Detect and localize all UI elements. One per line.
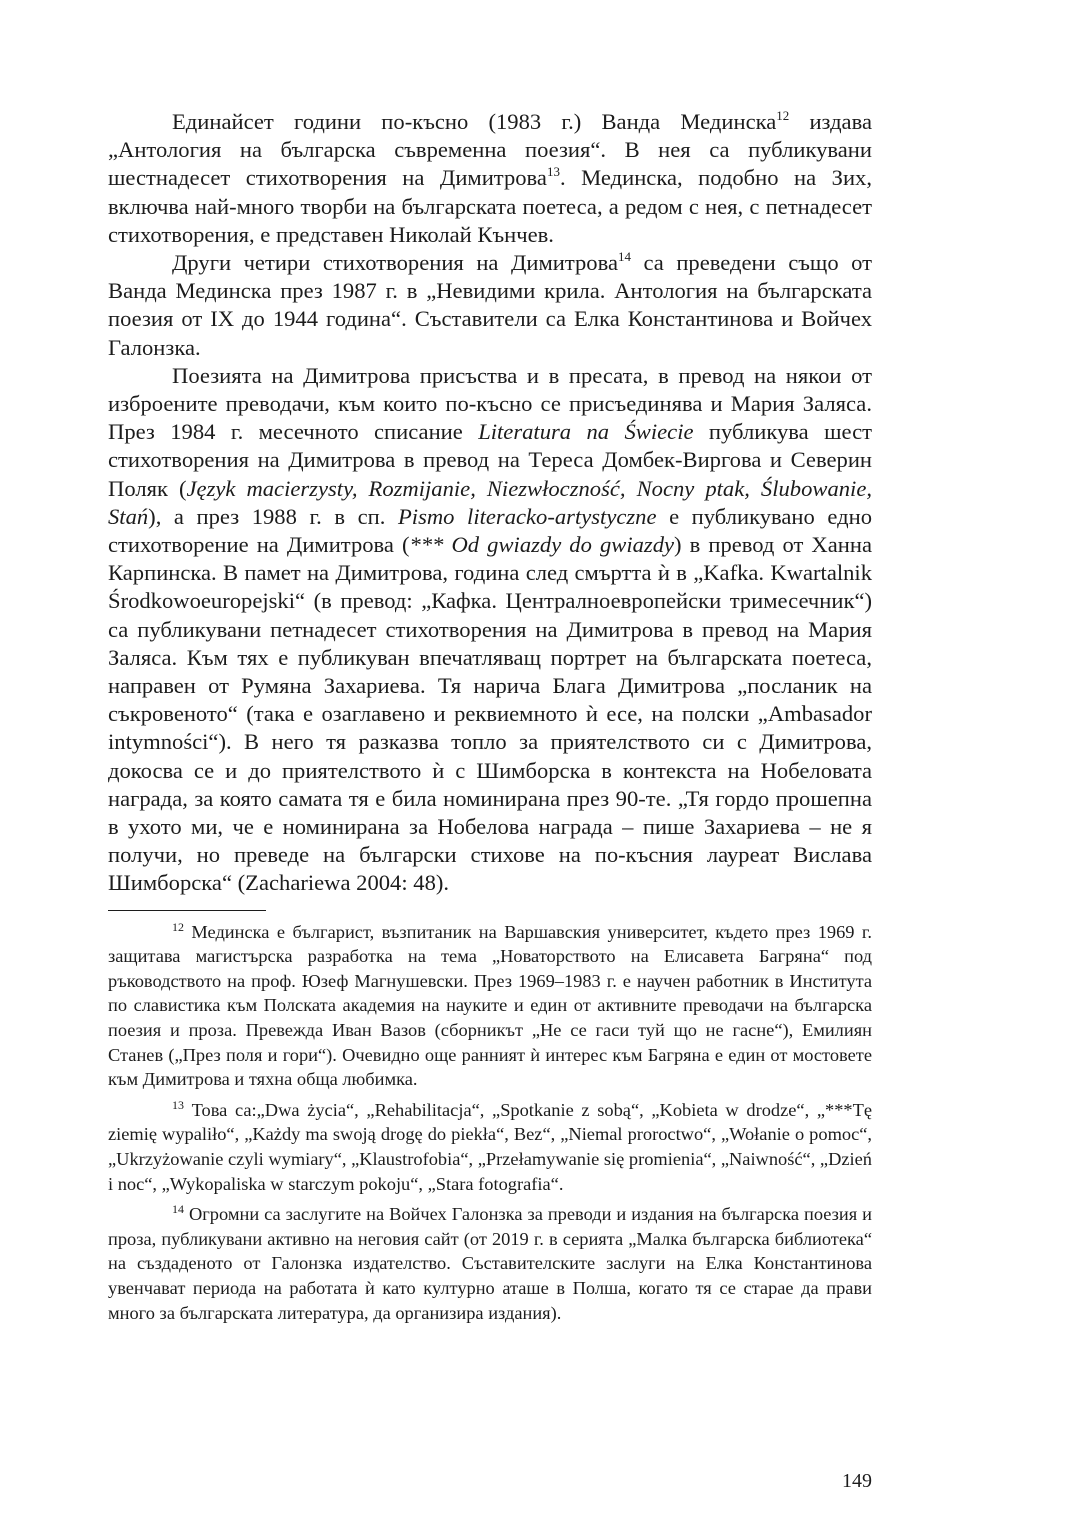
paragraph-1: Единайсет години по-късно (1983 г.) Ванда Мединска$^{12}$ издава „Антология на българска съвременна поезия“. В нея са публикувани шестнадесет стихотворения на Димитрова$^{13}$. Мединска, подобно на Зих, включва най-много творби на българската поетеса, а редом с нея, с петнадесет стихотворения, е представен Николай Кънчев. <box>108 108 872 247</box>
main-text <box>108 108 872 898</box>
page-content <box>108 108 872 1331</box>
journal-title: Literatura na Świecie <box>478 419 694 445</box>
footnotes <box>108 920 872 1326</box>
footnote-ref-14[interactable]: 14 <box>617 249 631 265</box>
footnote-ref-13[interactable]: 13 <box>546 164 560 180</box>
footnote-mark: 13 <box>172 1097 184 1112</box>
poem-titles: Język macierzysty, Rozmijanie, Niezwłoczność, Nocny ptak, Ślubowanie, Stań <box>108 475 872 529</box>
journal-title: Pismo literacko-artystyczne <box>397 503 657 529</box>
footnote-ref-12[interactable]: 12 <box>776 108 790 123</box>
page-number: 149 <box>842 1470 872 1492</box>
paragraph-3: Поезията на Димитрова присъства и в пресата, в превод на някои от изброените преводачи, към които по-късно се присъединява и Мария Заляса. През 1984 г. месечното списание Literatura na Świecie публикува шест стихотворения на Димитрова в превод на Тереса Домбек-Виргова и Северин Поляк (Język macierzysty, Rozmijanie, Niezwłoczność, Nocny ptak, Ślubowanie, Stań), а през 1988 г. в сп. Pismo literacko-artystyczne е публикувано едно стихотворение на Димитрова (*** Od gwiazdy do gwiazdy) в превод от Ханна Карпинска. В памет на Димитрова, година след смъртта ѝ в „Kafka. Kwartalnik Środkowoeuropejski“ (в превод: „Кафка. Централноевропейски тримесечник“) са публикувани петнадесет стихотворения на Димитрова в превод на Мария Заляса. Към тях е публикуван впечатляващ портрет на българската поетеса, направен от Румяна Захариева. Тя нарича Блага Димитрова „посланик на съкровеното“ (така е озаглавено и реквиемното ѝ есе, на полски „Ambasador intymności“). В него тя разказва топло за приятелството си с Димитрова, докосва се и до приятелството ѝ с Шимборска в контекста на Нобеловата награда, за която самата тя е била номинирана през 90-те. „Тя гордо прошепна в ухото ми, че е номинирана за Нобелова награда – пише Захариева – не я получи, но преведе на български стихове на по-късния лауреат Вислава Шимборска“ (Zachariewa 2004: 48). <box>108 362 872 896</box>
footnote-mark: 12 <box>172 919 184 934</box>
footnote-12: $^{12}$ Мединска е българист, възпитаник на Варшавския университет, където през 1969 г. защитава магистърска разработка на тема „Новаторството на Елисавета Багряна“ под ръководството на проф. Юзеф Магнушевски. През 1969–1983 г. е научен работник в Института по славистика към Полската академия на науките и един от активните преводачи на българска поезия и проза. Превежда Иван Вазов (сборникът „Не се гаси туй що не гасне“), Емилиян Станев („През поля и гори“). Очевидно още ранният ѝ интерес към Багряна е един от мостовете към Димитрова и тяхна обща любимка. <box>108 919 872 1090</box>
footnote-mark: 14 <box>172 1202 184 1217</box>
footnote-14: $^{14}$ Огромни са заслугите на Войчех Галонзка за преводи и издания на българска поезия и проза, публикувани активно на неговия сайт (от 2019 г. в серията „Малка българска библиотека“ на създаденото от Галонзка издателство. Съставителските заслуги на Елка Константинова увенчават периода на работата ѝ като културно аташе в Полша, когато тя се старае да прави много за българската литература, да организира издания). <box>108 1202 872 1323</box>
paragraph-2: Други четири стихотворения на Димитрова$^{14}$ са преведени също от Ванда Мединска през 1987 г. в „Невидими крила. Антология на българската поезия от IX до 1944 година“. Съставители са Елка Константинова и Войчех Галонзка. <box>108 249 872 360</box>
poem-title: *** Od gwiazdy do gwiazdy <box>409 532 675 558</box>
footnote-separator <box>108 910 266 911</box>
footnote-13: $^{13}$ Това са:„Dwa życia“, „Rehabilitacja“, „Spotkanie z sobą“, „Kobieta w drodze“, „***Tę ziemię wypaliło“, „Każdy ma swoją drogę do piekła“, Bez“, „Niemal proroctwo“, „Wołanie o pomoc“, „Ukrzyżowanie czyli wymiary“, „Klaustrofobia“, „Przełamywanie się promienia“, „Naiwność“, „Dzień i noc“, „Wykopaliska w starczym pokoju“, „Stara fotografia“. <box>108 1097 872 1194</box>
